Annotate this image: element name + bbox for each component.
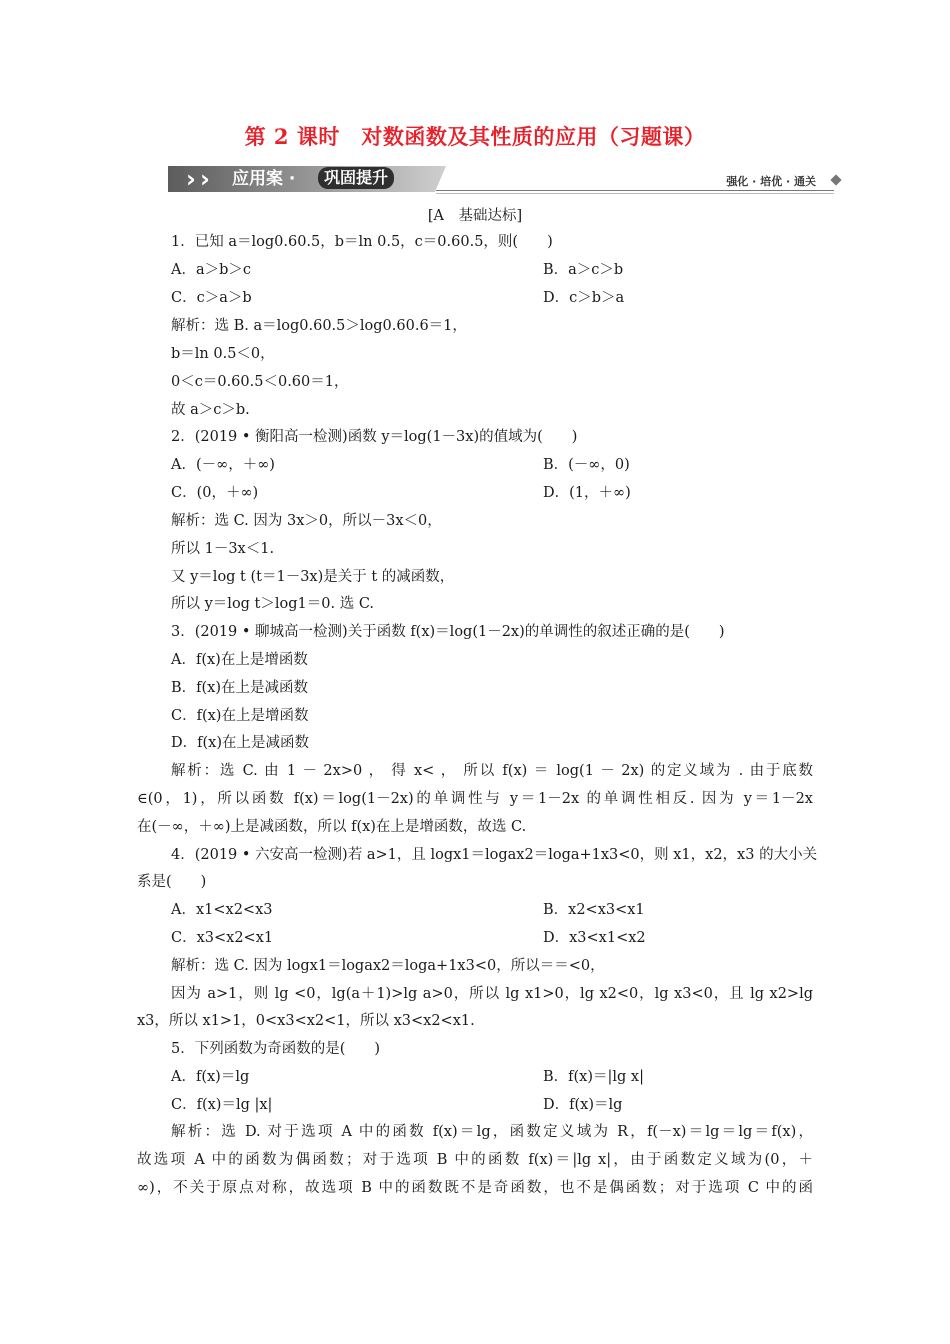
banner-highlight: 巩固提升 [318,167,394,189]
solution-5-line-3: ∞)，不关于原点对称，故选项 B 中的函数既不是奇函数，也不是偶函数；对于选项 C 中的函 [137,1180,813,1196]
option-4b: B．x2<x3<x1 [543,902,645,918]
option-3a: A．f(x)在上是增函数 [171,652,308,668]
question-2: 2．(2019 • 衡阳高一检测)函数 y＝log(1－3x)的值域为( ) [171,429,578,445]
option-3b: B．f(x)在上是减函数 [171,680,309,696]
option-1b: B．a＞c＞b [543,262,624,278]
page-title: 第 2 课时 对数函数及其性质的应用（习题课） [244,124,706,149]
question-4: 4．(2019 • 六安高一检测)若 a>1，且 logx1＝logax2＝loga+1x3<0，则 x1，x2，x3 的大小关 [171,847,818,863]
chevron-right-icon: › [186,165,196,193]
diamond-icon [830,174,841,185]
solution-2-line-3: 又 y＝log t (t＝1－3x)是关于 t 的减函数， [171,569,455,585]
banner-right-tag: 强化 · 培优 · 通关 [726,175,816,188]
solution-4-line-1: 解析：选 C. 因为 logx1＝logax2＝loga+1x3<0，所以＝＝<0， [171,958,605,974]
solution-3-line-3: 在(－∞，＋∞)上是减函数，所以 f(x)在上是增函数，故选 C. [137,819,527,835]
option-1a: A．a＞b＞c [171,262,252,278]
banner-rule-thin [436,193,834,194]
option-3d: D．f(x)在上是减函数 [171,735,309,751]
solution-1-line-1: 解析：选 B. a＝log0.60.5＞log0.60.6＝1， [171,318,467,334]
option-4a: A．x1<x2<x3 [171,902,273,918]
chevron-right-icon: › [200,165,210,193]
section-banner [168,163,840,193]
banner-label: 应用案 · [232,169,296,189]
option-3c: C．f(x)在上是增函数 [171,708,309,724]
option-1c: C．c＞a＞b [171,290,252,306]
question-1: 1．已知 a＝log0.60.5，b＝ln 0.5，c＝0.60.5，则( ) [171,234,553,250]
solution-4-line-2: 因为 a>1，则 lg <0，lg(a＋1)>lg a>0，所以 lg x1>0，lg x2<0，lg x3<0，且 lg x2>lg [171,986,813,1002]
option-5c: C．f(x)＝lg |x| [171,1097,273,1113]
section-heading: [A 基础达标] [427,208,523,224]
solution-2-line-4: 所以 y＝log t＞log1＝0. 选 C. [171,596,374,612]
option-4c: C．x3<x2<x1 [171,930,274,946]
option-2d: D．(1，＋∞) [543,485,631,501]
option-1d: D．c＞b＞a [543,290,625,306]
option-5a: A．f(x)＝lg [171,1069,250,1085]
solution-3-line-1: 解析：选 C. 由 1 － 2x>0 ， 得 x< ， 所以 f(x) ＝ log(1 － 2x) 的定义域为 . 由于底数 [171,763,813,779]
solution-5-line-2: 故选项 A 中的函数为偶函数；对于选项 B 中的函数 f(x)＝|lg x|，由于函数定义域为(0，＋ [137,1152,813,1168]
question-3: 3．(2019 • 聊城高一检测)关于函数 f(x)＝log(1－2x)的单调性的叙述正确的是( ) [171,624,725,640]
solution-5-line-1: 解析：选 D. 对于选项 A 中的函数 f(x)＝lg，函数定义域为 R，f(－x)＝lg＝lg＝f(x)， [171,1124,813,1140]
solution-2-line-1: 解析：选 C. 因为 3x＞0，所以－3x＜0， [171,513,442,529]
banner-rule [436,190,834,191]
solution-2-line-2: 所以 1－3x＜1. [171,541,275,557]
option-5b: B．f(x)＝|lg x| [543,1069,644,1085]
option-2a: A．(－∞，＋∞) [171,457,275,473]
question-4-cont: 系是( ) [137,874,207,890]
option-4d: D．x3<x1<x2 [543,930,646,946]
solution-1-line-2: b＝ln 0.5＜0， [171,346,275,362]
question-5: 5．下列函数为奇函数的是( ) [171,1041,381,1057]
solution-4-line-3: x3，所以 x1>1，0<x3<x2<1，所以 x3<x2<x1. [137,1013,475,1029]
solution-3-line-2: ∈(0，1)，所以函数 f(x)＝log(1－2x)的单调性与 y＝1－2x 的单调性相反. 因为 y＝1－2x [137,791,813,807]
option-5d: D．f(x)＝lg [543,1097,623,1113]
option-2b: B．(－∞，0) [543,457,630,473]
option-2c: C．(0，＋∞) [171,485,259,501]
solution-1-line-3: 0＜c＝0.60.5＜0.60＝1， [171,374,349,390]
solution-1-line-4: 故 a＞c＞b. [171,402,250,418]
